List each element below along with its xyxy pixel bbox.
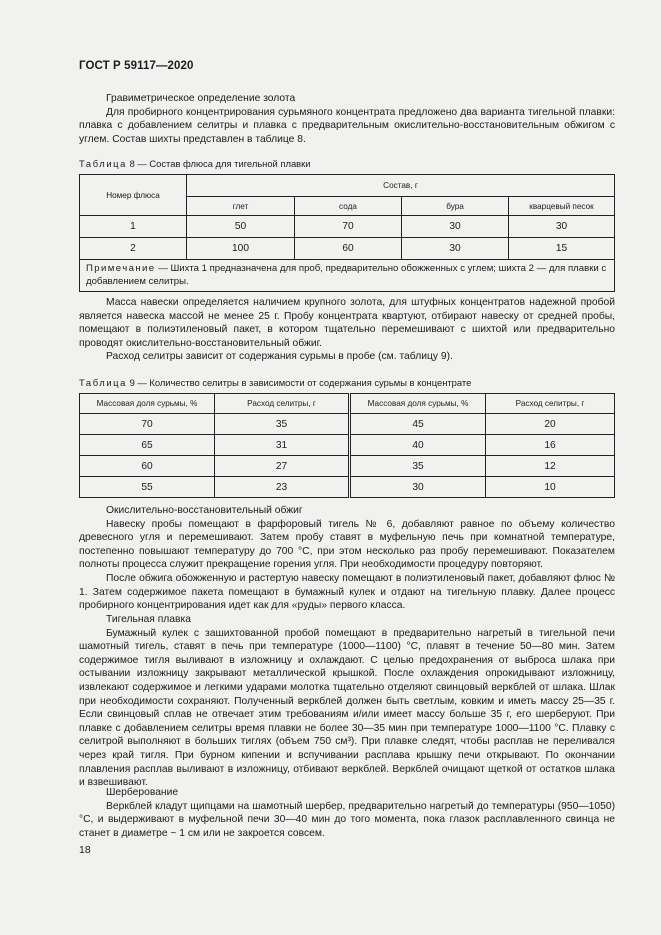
table-cell: 70 (295, 216, 402, 238)
table-caption (79, 158, 310, 169)
table-cell: 30 (402, 238, 509, 260)
table-note (80, 260, 615, 292)
section-crucible-fusion (79, 613, 615, 790)
table-cell: 15 (509, 238, 615, 260)
table-cell: 30 (509, 216, 615, 238)
section-heading: Гравиметрическое определение золота (106, 93, 296, 104)
table-row (80, 216, 615, 238)
table-cell: 65 (80, 435, 215, 456)
table-note-row (80, 260, 615, 292)
table-row (80, 414, 615, 435)
caption-label: Таблица (79, 377, 127, 388)
section-sample-mass (79, 296, 615, 364)
table-cell: 2 (80, 238, 187, 260)
page-number: 18 (79, 844, 91, 856)
table-cell: 70 (80, 414, 215, 435)
table-row (80, 238, 615, 260)
section-gravimetric (79, 92, 615, 146)
table-cell: 30 (402, 216, 509, 238)
table-cell: 60 (80, 456, 215, 477)
table-row (80, 456, 615, 477)
table-cell: 20 (486, 414, 615, 435)
table-row (80, 477, 615, 498)
caption-text: 8 — Состав флюса для тигельной плавки (126, 158, 311, 169)
col-header: кварцевый песок (509, 197, 615, 216)
paragraph: Для пробирного концентрирования сурьмяного концентрата предложено два варианта тигельной плавки: плавка с добавлением селитры и плавка с предварительным окислительно-восстановительным обжигом с углем. Состав шихты представлен в таблице 8. (79, 106, 615, 145)
table-cell: 55 (80, 477, 215, 498)
table-cell: 31 (215, 435, 350, 456)
table-cell: 40 (350, 435, 486, 456)
table-cell: 1 (80, 216, 187, 238)
table-row (80, 435, 615, 456)
table-cell: 12 (486, 456, 615, 477)
table-caption (79, 377, 471, 388)
col-header: глет (187, 197, 295, 216)
paragraph: Бумажный кулек с зашихтованной пробой помещают в предварительно нагретый в тигельной печи шамотный тигель, ставят в печь при температуре (1000—1100) °С, плавят в течение 50—80 мин. Затем содержимое тигля выливают в изложницу и охлаждают. С целью предохранения от выброса шлака при остывании изложницу закрывают металлической крышкой. После охлаждения опрокидывают изложницу, извлекают содержимое и легкими ударами молотка тщательно отделяют свинцовый веркблей от шлака. Шлак при необходимости сохраняют. Полученный веркблей должен быть светлым, ковким и иметь массу 25—35 г. Если свинцовый сплав не отвечает этим требованиям и/или имеет массу больше 35 г, его шерберуют. При плавке с добавлением селитры время плавки не более 30—35 мин при температуре 1000—1100 °С. Плавку с селитрой выполняют в больших тиглях (объем 750 см³). При плавке следят, чтобы расплав не переливался через край тигля. При бурном кипении и вспучивании расплава крышку печи открывают. По окончании плавления расплав выливают в изложницу, отбивают веркблей. Веркблей очищают щеткой от остатков шлака и взвешивают. (79, 627, 615, 789)
table-cell: 45 (350, 414, 486, 435)
col-header: Массовая доля сурьмы, % (80, 394, 215, 414)
paragraph: Расход селитры зависит от содержания сурьмы в пробе (см. таблицу 9). (106, 351, 453, 363)
paragraph: Масса навески определяется наличием крупного золота, для штуфных концентратов надежной пробой является навеска массой не менее 25 г. Пробу концентрата квартуют, отбирают навеску от средней пробы, помещают в полиэтиленовый пакет, в котором тщательно перемешивают с шихтой или предварительно проводят окислительно-восстановительный обжиг. (79, 297, 615, 349)
caption-text: 9 — Количество селитры в зависимости от содержания сурьмы в концентрате (126, 377, 472, 388)
table-cell: 23 (215, 477, 350, 498)
nitrate-consumption-table (79, 393, 615, 498)
section-roasting (79, 504, 615, 613)
table-cell: 16 (486, 435, 615, 456)
table-cell: 35 (350, 456, 486, 477)
table-cell: 60 (295, 238, 402, 260)
col-header-group: Состав, г (187, 175, 615, 197)
col-header: бура (402, 197, 509, 216)
table-cell: 100 (187, 238, 295, 260)
paragraph: Навеску пробы помещают в фарфоровый тигель № 6, добавляют равное по объему количество древесного угля и перемешивают. Затем пробу ставят в муфельную печь при комнатной температуре, постепенно повышают температуру до 700 °С, при этом несколько раз пробу перемешивают. Показателем полноты процесса служит прекращение горения угля. При необходимости процедуру повторяют. (79, 518, 615, 571)
table-cell: 27 (215, 456, 350, 477)
col-header-flux: Номер флюса (80, 175, 187, 216)
table-cell: 35 (215, 414, 350, 435)
document-header: ГОСТ Р 59117—2020 (79, 60, 194, 72)
col-header: Массовая доля сурьмы, % (350, 394, 486, 414)
table-cell: 30 (350, 477, 486, 498)
table-cell: 10 (486, 477, 615, 498)
section-heading: Окислительно-восстановительный обжиг (106, 505, 303, 516)
table-cell: 50 (187, 216, 295, 238)
col-header: Расход селитры, г (215, 394, 350, 414)
section-heading: Тигельная плавка (106, 614, 191, 625)
section-heading: Шерберование (106, 787, 179, 798)
section-scorification (79, 786, 615, 840)
col-header: сода (295, 197, 402, 216)
paragraph: После обжига обожженную и растертую навеску помещают в полиэтиленовый пакет, добавляют флюс № 1. Затем содержимое пакета помещают в бумажный кулек и отдают на тигельную плавку. Далее процесс пробирного концентрирования идет как для «руды» первого класса. (79, 572, 615, 612)
note-text: — Шихта 1 предназначена для проб, предварительно обожженных с углем; шихта 2 — для плавки с добавлением селитры. (86, 263, 607, 287)
col-header: Расход селитры, г (486, 394, 615, 414)
flux-composition-table (79, 174, 615, 292)
caption-label: Таблица (79, 158, 127, 169)
note-label: Примечание (86, 263, 156, 274)
paragraph: Веркблей кладут щипцами на шамотный шербер, предварительно нагретый до температуры (950—1050) °С, и выдерживают в муфельной печи 30—40 мин до того момента, пока глазок расплавленного свинца не станет в диаметре ~ 1 см или не закроется совсем. (79, 800, 615, 839)
